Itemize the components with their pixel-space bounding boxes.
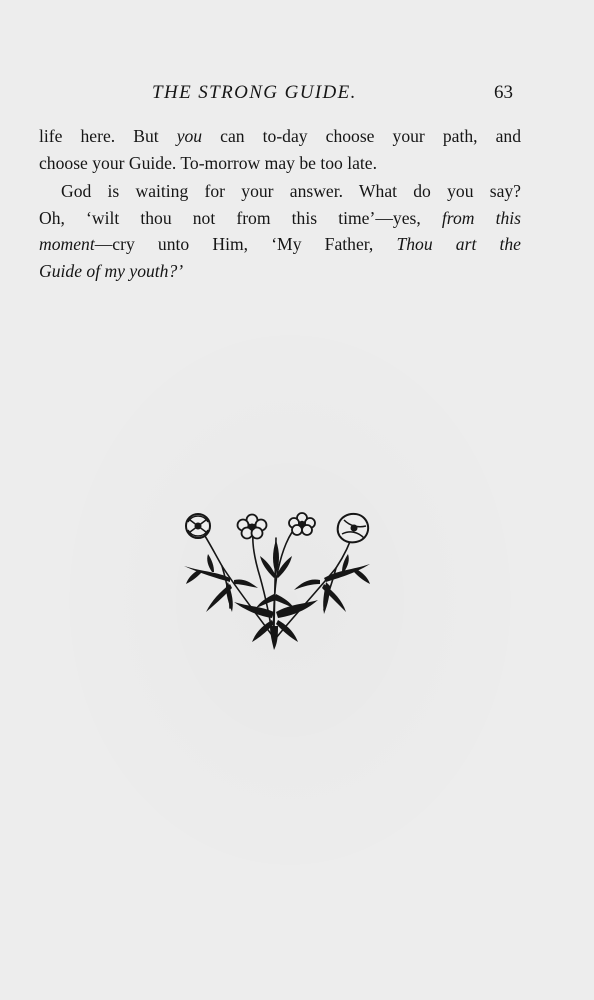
emphasis: from this [441,207,522,228]
emphasis: moment [39,234,95,254]
page-number: 63 [494,82,513,103]
text-run: Oh, ‘wilt thou not from this time’—yes, [39,207,442,228]
running-head [0,80,594,108]
text-line [39,231,521,258]
emphasis: Thou art the [396,234,521,254]
text-run: can to-day choose your path, and [202,126,521,146]
floral-ornament-icon [178,508,374,652]
text-line [39,123,521,150]
text-run: life here. But [39,126,177,146]
paragraph-2 [39,178,521,284]
text-line: choose your Guide. To-morrow may be too late. [39,152,378,173]
text-line: God is waiting for your answer. What do you say? [61,181,521,201]
text-run: ?’ [168,260,184,281]
body-text [39,123,521,284]
text-run: —cry unto Him, ‘My Father, [94,234,397,254]
emphasis: Guide of my youth [39,260,169,281]
text-line [39,205,521,232]
emphasis: you [176,126,203,146]
paragraph-1 [39,123,521,176]
text-line [39,258,521,285]
running-title: THE STRONG GUIDE. [152,82,357,103]
